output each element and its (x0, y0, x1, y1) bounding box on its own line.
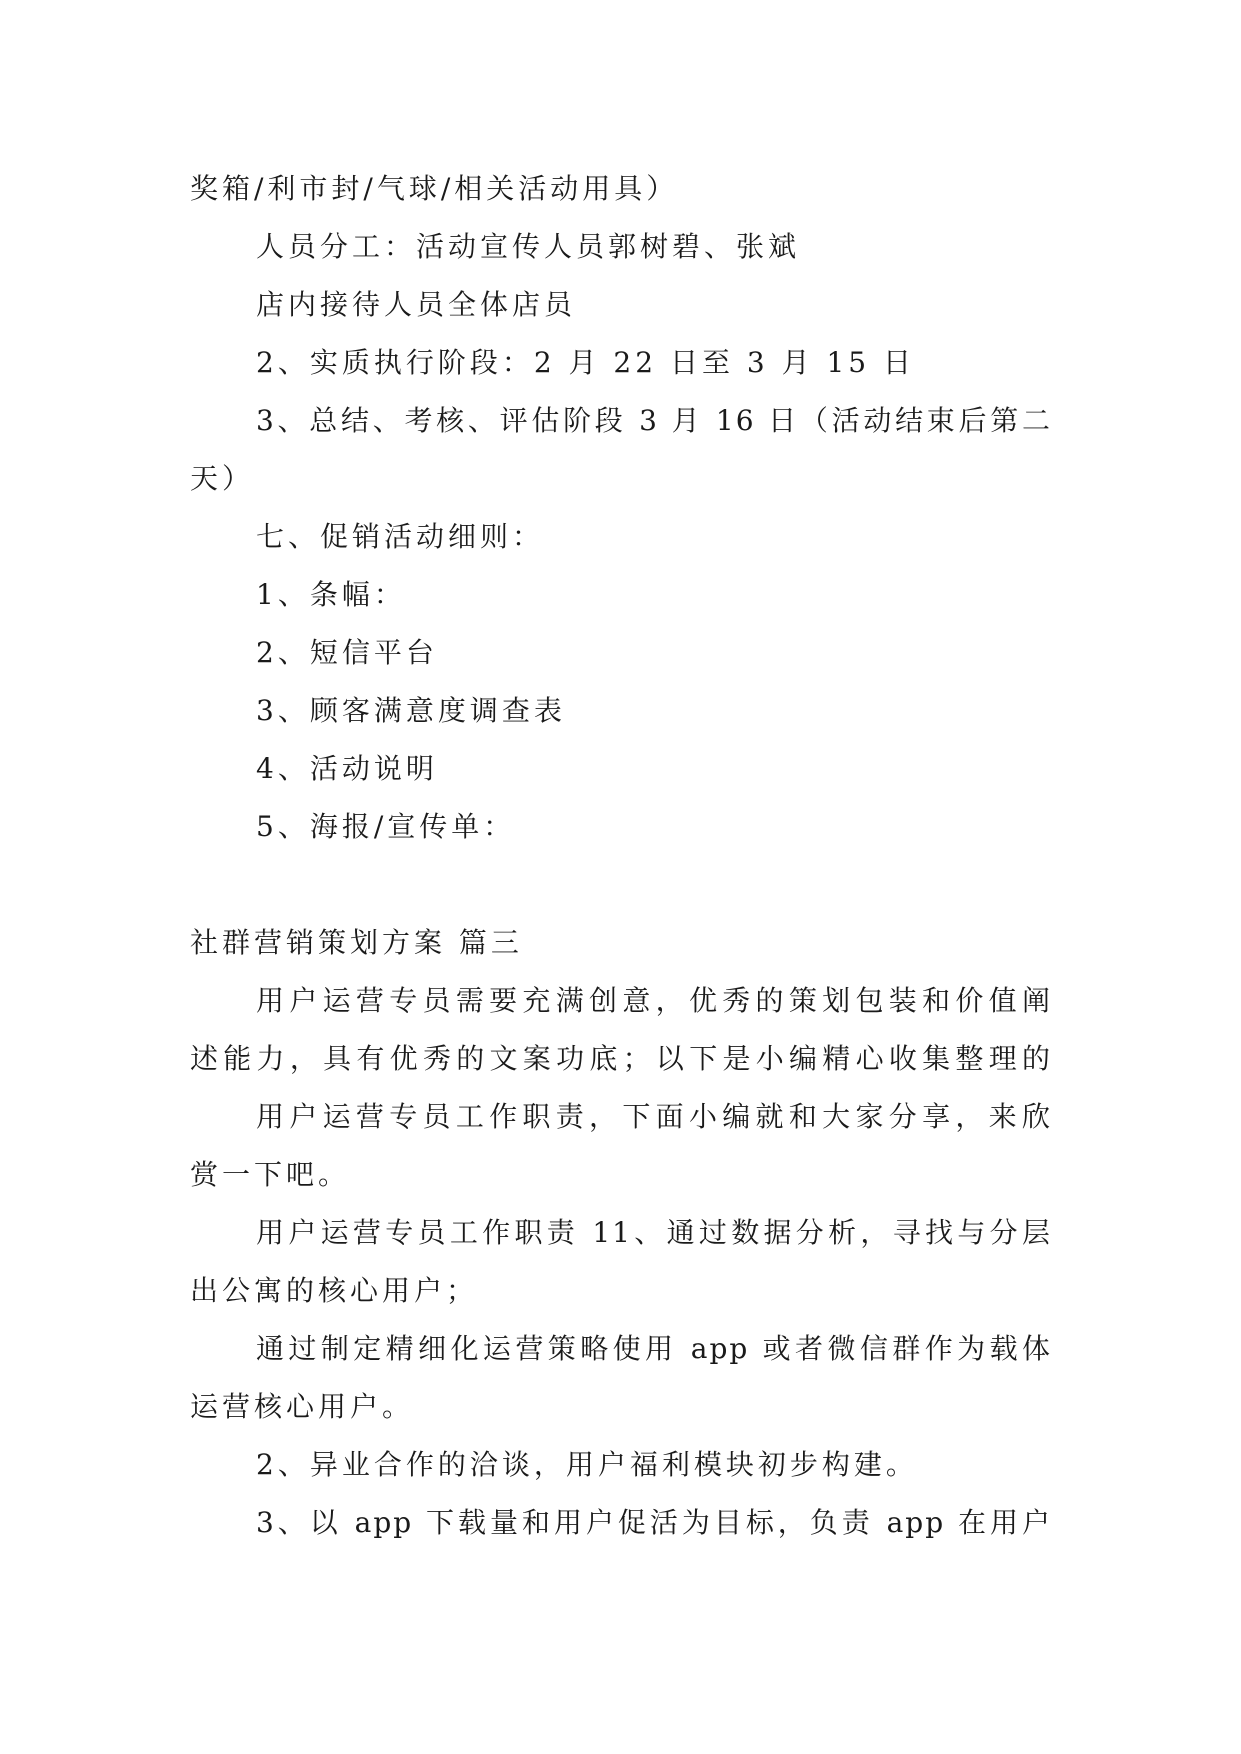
text-line: 2、异业合作的洽谈，用户福利模块初步构建。 (256, 1448, 918, 1481)
spacer (190, 856, 1052, 914)
text-line: 天） (190, 462, 255, 495)
text-line: 2、实质执行阶段：2 月 22 日至 3 月 15 日 (256, 346, 916, 379)
article-title: 社群营销策划方案 篇三 (190, 926, 523, 959)
text-line: 店内接待人员全体店员 (256, 288, 577, 321)
text-line: 用户运营专员工作职责，下面小编就和大家分享，来欣 (256, 1100, 1052, 1133)
list-item: 3、顾客满意度调查表 (256, 694, 566, 727)
text-line: 运营核心用户。 (190, 1390, 415, 1423)
text-line: 通过制定精细化运营策略使用 app 或者微信群作为载体 (256, 1332, 1052, 1365)
list-item: 2、短信平台 (256, 636, 438, 669)
text-line: 赏一下吧。 (190, 1158, 351, 1191)
document-page (190, 160, 1052, 1552)
text-line: 用户运营专员需要充满创意，优秀的策划包装和价值阐 (256, 984, 1052, 1017)
list-item: 4、活动说明 (256, 752, 438, 785)
text-line: 人员分工：活动宣传人员郭树碧、张斌 (256, 230, 801, 263)
text-line: 奖箱/利市封/气球/相关活动用具） (190, 172, 679, 205)
list-item: 1、条幅： (256, 578, 406, 611)
section-heading: 七、促销活动细则： (256, 520, 545, 553)
text-line: 3、总结、考核、评估阶段 3 月 16 日（活动结束后第二 (256, 404, 1052, 437)
text-line: 用户运营专员工作职责 11、通过数据分析，寻找与分层 (256, 1216, 1052, 1249)
text-line: 出公寓的核心用户； (190, 1274, 479, 1307)
text-line: 述能力，具有优秀的文案功底；以下是小编精心收集整理的 (190, 1042, 1052, 1075)
text-line: 3、以 app 下载量和用户促活为目标，负责 app 在用户 (256, 1506, 1052, 1539)
list-item: 5、海报/宣传单： (256, 810, 516, 843)
